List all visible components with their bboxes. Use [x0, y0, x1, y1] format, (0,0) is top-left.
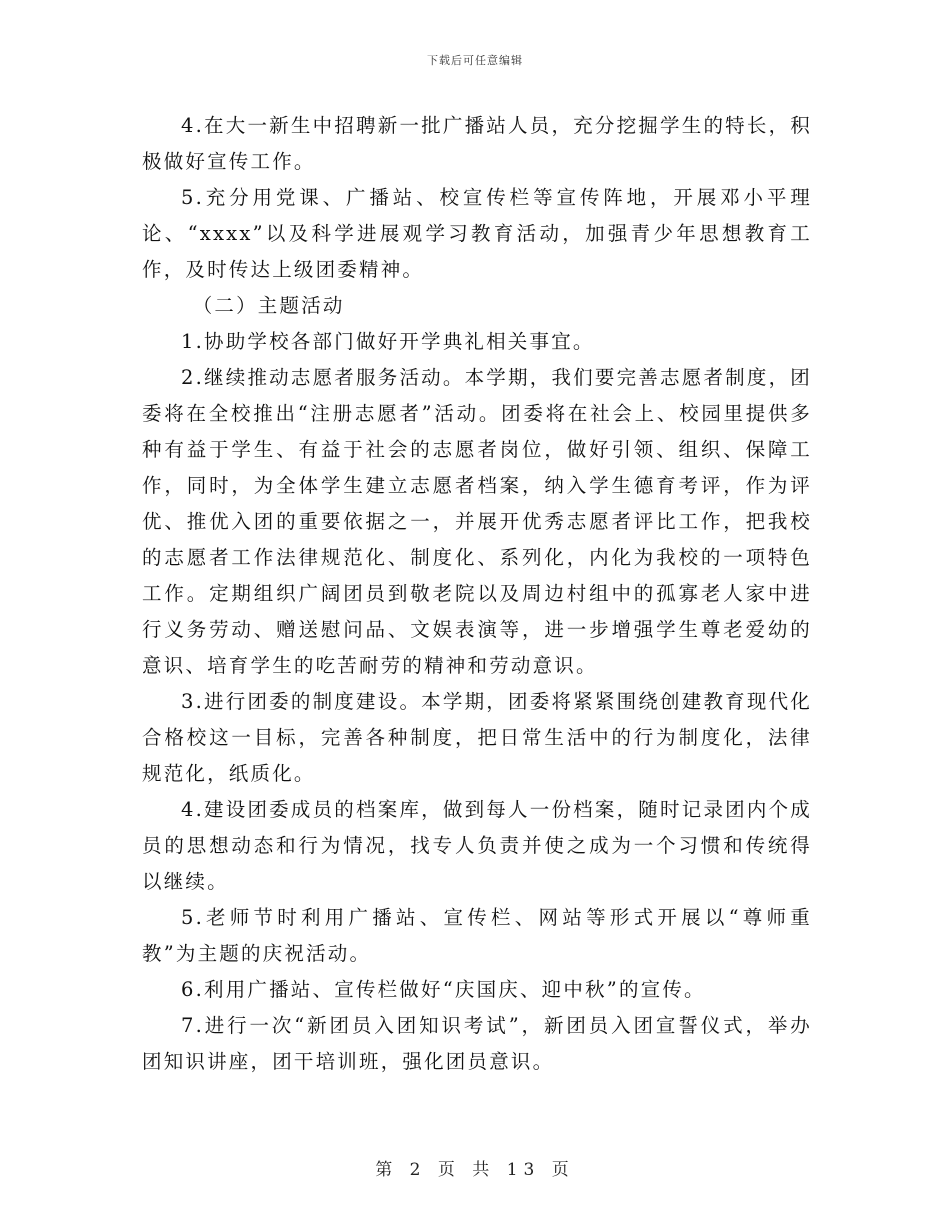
paragraph-volunteer-service: 2.继续推动志愿者服务活动。本学期，我们要完善志愿者制度，团委将在全校推出“注册志愿者”活动。团委将在社会上、校园里提供多种有益于学生、有益于社会的志愿者岗位，做好引领、组织、保障工作，同时，为全体学生建立志愿者档案，纳入学生德育考评，作为评优、推优入团的重要依据之一，并展开优秀志愿者评比工作，把我校的志愿者工作法律规范化、制度化、系列化，内化为我校的一项特色工作。定期组织广阔团员到敬老院以及周边村组中的孤寡老人家中进行义务劳动、赠送慰问品、文娱表演等，进一步增强学生尊老爱幼的意识、培育学生的吃苦耐劳的精神和劳动意识。: [142, 366, 812, 677]
paragraph-system-building: 3.进行团委的制度建设。本学期，团委将紧紧围绕创建教育现代化合格校这一目标，完善各种制度，把日常生活中的行为制度化，法律规范化，纸质化。: [142, 690, 812, 785]
paragraph-teachers-day: 5.老师节时利用广播站、宣传栏、网站等形式开展以“尊师重教”为主题的庆祝活动。: [142, 906, 812, 965]
paragraph-national-day: 6.利用广播站、宣传栏做好“庆国庆、迎中秋”的宣传。: [181, 978, 706, 1001]
page-number: 第 2 页 共 13 页: [375, 1160, 575, 1180]
document-body: [142, 108, 812, 1080]
paragraph-opening-ceremony: 1.协助学校各部门做好开学典礼相关事宜。: [181, 330, 595, 353]
paragraph-archive: 4.建设团委成员的档案库，做到每人一份档案，随时记录团内个成员的思想动态和行为情况，找专人负责并使之成为一个习惯和传统得以继续。: [142, 798, 812, 893]
section-heading-theme-activities: （二）主题活动: [192, 294, 345, 317]
paragraph-propaganda: 5.充分用党课、广播站、校宣传栏等宣传阵地，开展邓小平理论、“xxxx”以及科学进展观学习教育活动，加强青少年思想教育工作，及时传达上级团委精神。: [142, 186, 812, 281]
paragraph-knowledge-exam: 7.进行一次“新团员入团知识考试”，新团员入团宣誓仪式，举办团知识讲座，团干培训班，强化团员意识。: [142, 1014, 812, 1073]
page-header: 下载后可任意编辑: [427, 54, 523, 67]
paragraph-recruit-broadcast: 4.在大一新生中招聘新一批广播站人员，充分挖掘学生的特长，积极做好宣传工作。: [142, 114, 812, 173]
